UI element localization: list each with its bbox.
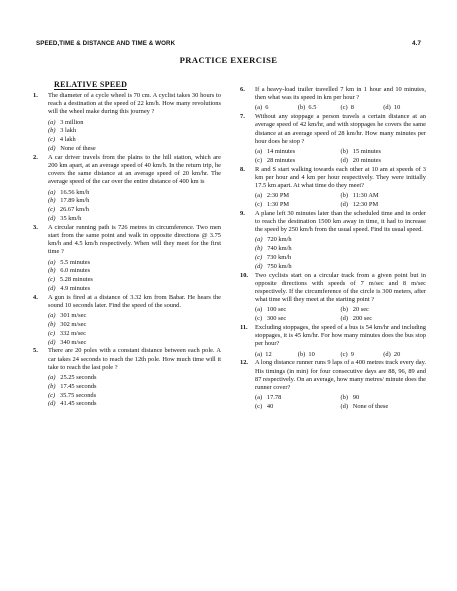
option-a: (a) 3 million (48, 118, 84, 126)
option-a: (a) 2:30 PM (255, 192, 290, 200)
option-b: (b) 15 minutes (340, 148, 381, 156)
option-c: (c) 5.28 minutes (48, 276, 93, 284)
option-a: (a) 17.78 (255, 394, 282, 402)
question-text: A gun is fired at a distance of 3.32 km from Babar. He hears the sound 10 seconds later. Find the speed of the sound. (48, 293, 221, 309)
option-a: (a) 720 km/h (255, 236, 292, 244)
option-a: (a) 14 minutes (255, 148, 296, 156)
question-text: The diameter of a cycle wheel is 70 cm. A cyclist takes 30 hours to reach a destination at the speed of 22 km/h. How many revolutions will the wheel make during this journey ? (48, 92, 221, 116)
option-c: (c) 40 (255, 403, 274, 411)
option-a: (a) 12 (255, 350, 272, 358)
option-c: (c) 9 (340, 350, 354, 358)
question-text: Excluding stoppages, the speed of a bus is 54 km/hr and including stoppages, it is 45 km/hr. For how many minutes does the bus stop per hour? (255, 324, 426, 348)
option-c: (c) 332 m/sec (48, 329, 86, 337)
option-b: (b) 17.45 seconds (48, 382, 97, 390)
option-c: (c) 35.75 seconds (48, 391, 97, 399)
question-8 (240, 166, 426, 210)
option-d: (d) 20 minutes (340, 156, 381, 164)
question-12 (240, 359, 426, 411)
options-grid (255, 192, 426, 210)
question-number: 6. (240, 86, 245, 93)
question-text: A long distance runner runs 9 laps of a 400 metres track every day. His timings (in min) for four consecutive days are 88, 96, 89 and 87 respectively. On an average, how many metres/ minute does the runner cover? (255, 359, 427, 392)
question-number: 7. (240, 113, 245, 121)
section-heading: RELATIVE SPEED (54, 80, 128, 89)
option-d: (d) None of these (48, 145, 96, 152)
question-7 (240, 113, 426, 165)
question-text: R and S start walking towards each other at 10 am at speeds of 3 km per hour and 4 km per hour respectively. They were initially 17.5 km apart. At what time do they meet? (255, 165, 426, 190)
option-b: (b) 17.89 km/h (48, 197, 90, 205)
option-d: (d) 4.9 minutes (48, 285, 91, 292)
option-b: (b) 740 km/h (255, 245, 292, 253)
option-a: (a) 25.25 seconds (48, 374, 97, 381)
option-a: (a) 16.56 km/h (48, 188, 90, 196)
question-number: 1. (33, 92, 38, 99)
option-d: (d) 12:30 PM (340, 201, 379, 209)
option-b: (b) 20 sec (340, 306, 369, 314)
question-number: 8. (240, 165, 245, 173)
option-c: (c) 26.67 km/h (48, 206, 90, 214)
option-a: (a) 5.5 minutes (48, 258, 91, 266)
options-grid (255, 306, 426, 324)
option-d: (d) 750 km/h (255, 262, 292, 270)
question-text: If a heavy-load trailer travelled 7 km in 1 hour and 10 minutes, then what was its speed in km per hour ? (255, 86, 426, 102)
question-number: 4. (33, 293, 38, 301)
question-9 (240, 210, 426, 272)
option-d: (d) 200 sec (340, 315, 373, 323)
option-c: (c) 8 (340, 104, 354, 112)
options-grid (255, 394, 426, 412)
question-10 (240, 272, 426, 324)
option-a: (a) 301 m/sec (48, 312, 87, 320)
options-row (255, 351, 426, 360)
right-column (240, 86, 426, 412)
option-a: (a) 6 (255, 104, 269, 112)
option-d: (d) 20 (383, 350, 401, 358)
option-d: (d) 35 km/h (48, 215, 82, 222)
option-b: (b) 6.0 minutes (48, 267, 91, 275)
question-text: A car driver travels from the plains to the hill station, which are 200 km apart, at an average speed of 40 km/h. In the return trip, he covers the same distance at an average speed of 20 km/hr. The average speed of the car over the entire distance of 400 km is (48, 153, 221, 186)
question-number: 2. (33, 153, 38, 161)
option-c: (c) 4 lakh (48, 136, 76, 144)
option-b: (b) 302 m/sec (48, 321, 87, 328)
question-text: There are 20 poles with a constant distance between each pole. A car takes 24 seconds to reach the 12th pole. How much time will it take to reach the last pole ? (48, 347, 221, 371)
left-column (33, 74, 221, 409)
option-d: (d) 10 (383, 104, 401, 112)
option-c: (c) 730 km/h (255, 254, 292, 262)
option-c: (c) 28 minutes (255, 156, 296, 164)
question-text: A plane left 30 minutes later than the scheduled time and in order to reach the destination 1500 km away in time, it had to increase the speed by 250 km/h from the usual speed. Find its usual speed. (255, 209, 426, 234)
option-d: (d) None of these (340, 403, 389, 411)
running-header (36, 40, 421, 50)
question-text: Without any stoppage a person travels a certain distance at an average speed of 42 km/hr, and with stoppages he covers the same distance at an average speed of 28 km/hr. How many minutes per hour does he stop ? (255, 113, 426, 145)
options-grid (255, 148, 426, 166)
question-number: 12. (240, 359, 248, 367)
chapter-title: SPEED,TIME & DISTANCE AND TIME & WORK (36, 40, 176, 47)
question-6 (240, 86, 426, 113)
question-text: A circular running path is 726 metres in circumference. Two men start from the same point and walk in opposite directions @ 3.75 km/h and 4.5 km/h respectively. When will they meet for the first time ? (48, 223, 221, 256)
question-1 (33, 92, 221, 154)
question-number: 9. (240, 209, 245, 217)
question-11 (240, 324, 426, 359)
option-b: (b) 11:30 AM (340, 192, 379, 200)
question-2 (33, 154, 221, 224)
option-b: (b) 3 lakh (48, 127, 77, 135)
page-title: PRACTICE EXERCISE (179, 55, 278, 65)
question-number: 11. (240, 324, 248, 332)
option-a: (a) 100 sec (255, 306, 287, 314)
option-c: (c) 300 sec (255, 315, 287, 323)
option-d: (d) 41.45 seconds (48, 400, 97, 408)
question-number: 5. (33, 347, 38, 355)
question-number: 3. (33, 223, 38, 231)
option-b: (b) 90 (340, 394, 360, 402)
options-row (255, 104, 426, 113)
question-5 (33, 347, 221, 409)
option-d: (d) 340 m/sec (48, 338, 87, 346)
question-4 (33, 294, 221, 348)
question-3 (33, 224, 221, 294)
page-number: 4.7 (412, 40, 421, 47)
option-c: (c) 1:30 PM (255, 201, 290, 209)
question-text: Two cyclists start on a circular track from a given point but in opposite directions with speeds of 7 m/sec and 8 m/sec respectively. If the circumference of the circle is 300 meters, after what time will they meet at the starting point ? (255, 271, 426, 304)
option-b: (b) 10 (297, 350, 315, 358)
question-number: 10. (240, 271, 248, 279)
option-b: (b) 6.5 (297, 104, 317, 112)
